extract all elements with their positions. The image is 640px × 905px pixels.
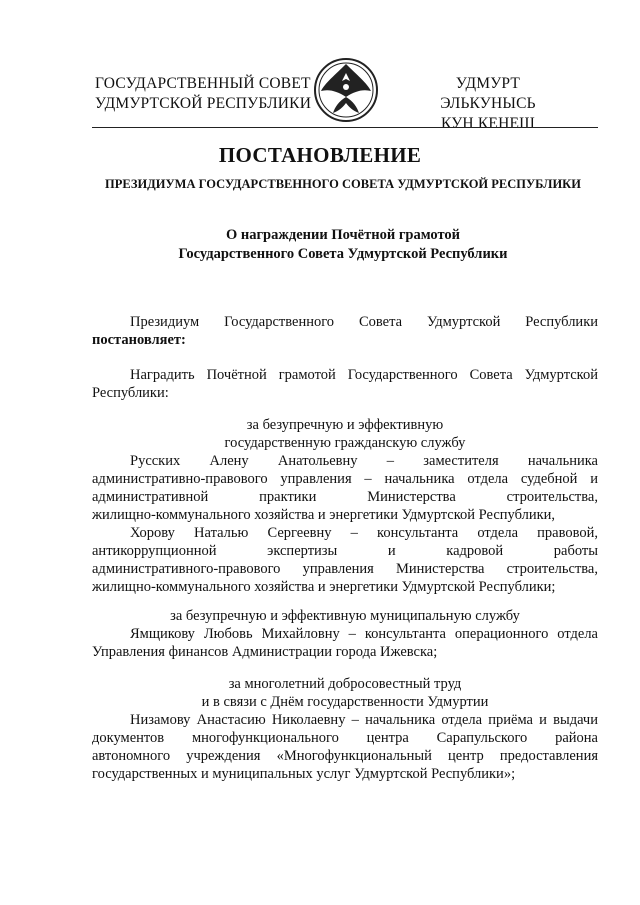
intro-paragraph: [92, 313, 598, 349]
award-line2: Республики:: [92, 385, 169, 401]
nominee4-line3: автономного учреждения «Многофункциональный центр предоставления: [92, 748, 598, 764]
award-paragraph: [92, 366, 598, 402]
header-right-line2: КУН КЕНЕШ: [441, 115, 535, 132]
section3-heading2: и в связи с Днём государственности Удмуртии: [201, 694, 489, 710]
header-left-line1: ГОСУДАРСТВЕННЫЙ СОВЕТ: [95, 75, 311, 92]
nominee4-line2: документов многофункционального центра Сарапульского района: [92, 730, 598, 746]
nominee1-line1: Русских Алену Анатольевну – заместителя начальника: [130, 453, 598, 469]
header-right: [408, 74, 568, 134]
document-subtitle: ПРЕЗИДИУМА ГОСУДАРСТВЕННОГО СОВЕТА УДМУРТСКОЙ РЕСПУБЛИКИ: [105, 177, 581, 191]
document-subject: [0, 226, 640, 264]
intro-line1: Президиум Государственного Совета Удмуртской Республики: [130, 314, 598, 330]
intro-line2: постановляет:: [92, 332, 186, 348]
header-right-line1: УДМУРТ ЭЛЬКУНЫСЬ: [440, 75, 536, 112]
nominee2-line2: антикоррупционной экспертизы и кадровой работы: [92, 543, 598, 559]
header-left: [95, 74, 311, 114]
nominee4-line1: Низамову Анастасию Николаевну – начальника отдела приёма и выдачи: [130, 712, 598, 728]
section1-heading2: государственную гражданскую службу: [224, 435, 466, 451]
section3: [92, 675, 598, 783]
udmurtia-coat-of-arms-icon: [313, 57, 379, 123]
section2: [92, 607, 598, 661]
nominee4-line4: государственных и муниципальных услуг Удмуртской Республики»;: [92, 766, 516, 782]
section1: [92, 416, 598, 596]
subject-line1: О награждении Почётной грамотой: [225, 227, 461, 243]
nominee3-line2: Управления финансов Администрации города Ижевска;: [92, 644, 438, 660]
nominee1-line3: административной практики Министерства строительства,: [92, 489, 598, 505]
subject-line2: Государственного Совета Удмуртской Республики: [178, 246, 508, 262]
nominee2-line4: жилищно-коммунального хозяйства и энергетики Удмуртской Республики;: [92, 579, 556, 595]
nominee3-line1: Ямщикову Любовь Михайловну – консультанта операционного отдела: [130, 626, 598, 642]
header-divider: [92, 127, 598, 128]
award-line1: Наградить Почётной грамотой Государственного Совета Удмуртской: [130, 367, 598, 383]
nominee2-line1: Хорову Наталью Сергеевну – консультанта отдела правовой,: [130, 525, 598, 541]
header-left-line2: УДМУРТСКОЙ РЕСПУБЛИКИ: [95, 95, 312, 112]
section2-heading: за безупречную и эффективную муниципальную службу: [170, 608, 520, 624]
nominee1-line2: административно-правового управления – начальника отдела судебной и: [92, 471, 598, 487]
section3-heading1: за многолетний добросовестный труд: [228, 676, 462, 692]
nominee2-line3: административного-правового управления Министерства строительства,: [92, 561, 598, 577]
section1-heading1: за безупречную и эффективную: [246, 417, 444, 433]
document-title: ПОСТАНОВЛЕНИЕ: [218, 143, 422, 167]
nominee1-line4: жилищно-коммунального хозяйства и энергетики Удмуртской Республики,: [92, 507, 556, 523]
